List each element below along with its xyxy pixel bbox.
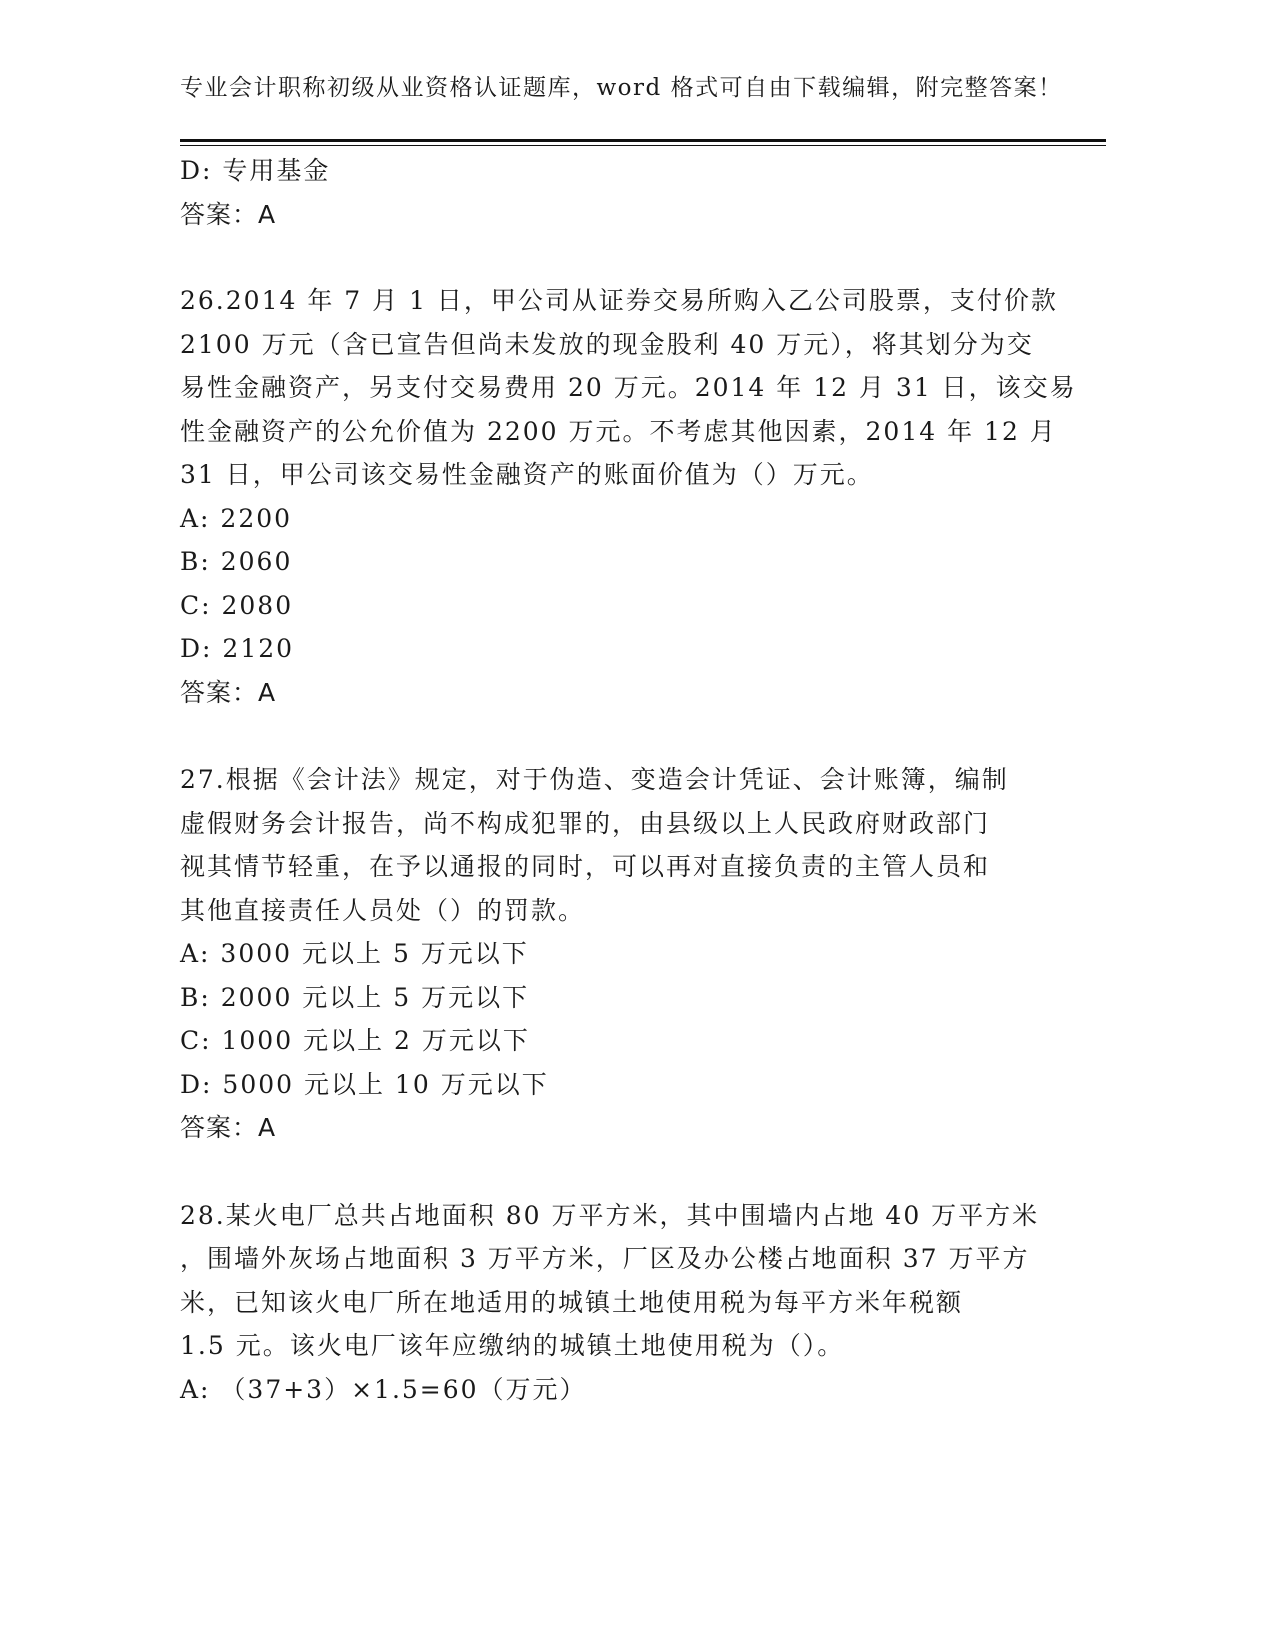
q27-option-a: A: 3000 元以上 5 万元以下 bbox=[180, 939, 529, 968]
q26-option-c: C: 2080 bbox=[180, 591, 294, 620]
q27-option-d: D: 5000 元以上 10 万元以下 bbox=[180, 1070, 549, 1099]
q28-option-a: A: （37+3）×1.5=60（万元） bbox=[180, 1375, 587, 1404]
header-rule-thin bbox=[180, 145, 1106, 146]
q26-option-d: D: 2120 bbox=[180, 634, 295, 663]
q26-answer: 答案：A bbox=[180, 678, 277, 707]
q26-stem-line: 26.2014 年 7 月 1 日，甲公司从证券交易所购入乙公司股票，支付价款 bbox=[180, 286, 1058, 315]
q27-stem-line: 虚假财务会计报告，尚不构成犯罪的，由县级以上人民政府财政部门 bbox=[180, 809, 991, 838]
q27-stem-line: 视其情节轻重，在予以通报的同时，可以再对直接负责的主管人员和 bbox=[180, 852, 991, 881]
q27-stem-line: 27.根据《会计法》规定，对于伪造、变造会计凭证、会计账簿，编制 bbox=[180, 765, 1009, 794]
q26-stem-line: 31 日，甲公司该交易性金融资产的账面价值为（）万元。 bbox=[180, 460, 874, 489]
q26-stem-line: 易性金融资产，另支付交易费用 20 万元。2014 年 12 月 31 日，该交易 bbox=[180, 373, 1077, 402]
page-header: 专业会计职称初级从业资格认证题库，word 格式可自由下载编辑，附完整答案！ bbox=[180, 75, 1063, 101]
q27-option-b: B: 2000 元以上 5 万元以下 bbox=[180, 983, 530, 1012]
q28-stem-line: 1.5 元。该火电厂该年应缴纳的城镇土地使用税为（）。 bbox=[180, 1331, 845, 1360]
q28-stem-line: ，围墙外灰场占地面积 3 万平方米，厂区及办公楼占地面积 37 万平方 bbox=[180, 1244, 1030, 1273]
q26-stem-line: 性金融资产的公允价值为 2200 万元。不考虑其他因素，2014 年 12 月 bbox=[180, 417, 1057, 446]
prev-answer: 答案：A bbox=[180, 200, 277, 229]
q27-stem-line: 其他直接责任人员处（）的罚款。 bbox=[180, 896, 586, 925]
q26-option-a: A: 2200 bbox=[180, 504, 293, 533]
header-rule-thick bbox=[180, 139, 1106, 142]
q28-stem-line: 28.某火电厂总共占地面积 80 万平方米，其中围墙内占地 40 万平方米 bbox=[180, 1201, 1040, 1230]
q26-option-b: B: 2060 bbox=[180, 547, 293, 576]
q26-stem-line: 2100 万元（含已宣告但尚未发放的现金股利 40 万元），将其划分为交 bbox=[180, 330, 1034, 359]
q27-option-c: C: 1000 元以上 2 万元以下 bbox=[180, 1026, 530, 1055]
q28-stem-line: 米，已知该火电厂所在地适用的城镇土地使用税为每平方米年税额 bbox=[180, 1288, 964, 1317]
prev-option-d: D: 专用基金 bbox=[180, 156, 331, 185]
q27-answer: 答案：A bbox=[180, 1113, 277, 1142]
